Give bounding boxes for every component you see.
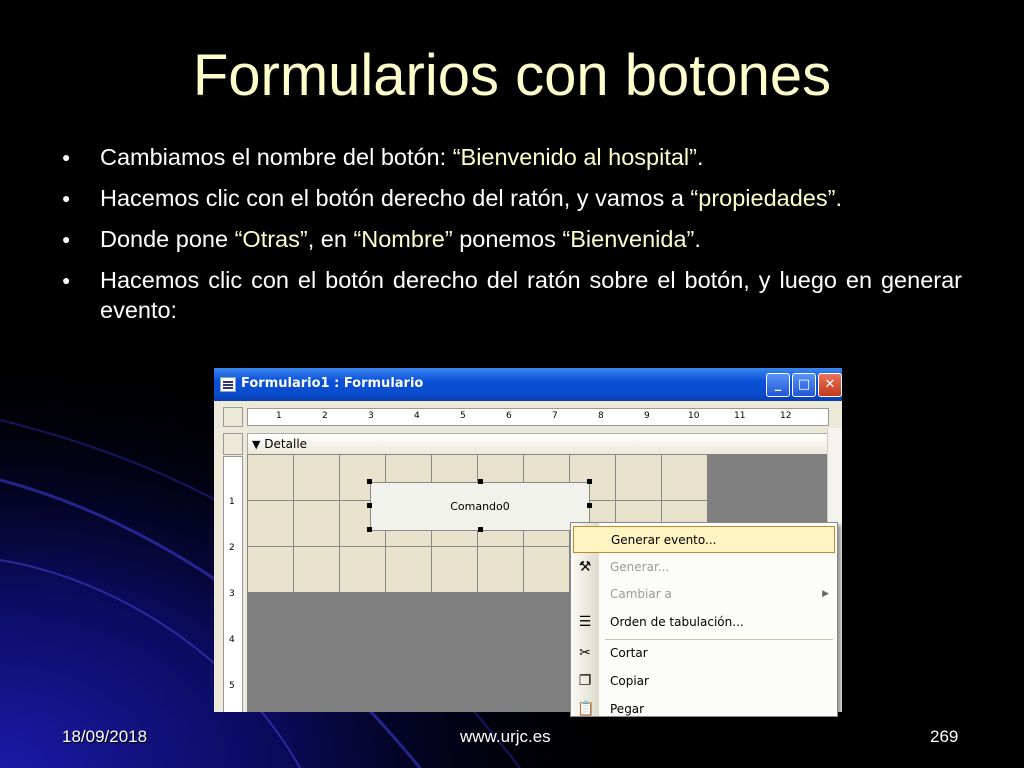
ruler-tick: 11 [734, 411, 746, 421]
ruler-corner[interactable] [223, 407, 243, 427]
bullet-text: Cambiamos el nombre del botón: [100, 144, 453, 170]
section-header-detalle[interactable] [247, 433, 829, 455]
slide-title: Formularios con botones [192, 43, 832, 108]
bullet-quote: “Bienvenido al hospital” [452, 144, 697, 170]
bullet-quote: “Otras” [234, 226, 308, 252]
ruler-tick: 1 [276, 411, 282, 421]
ruler-tick: 7 [552, 411, 558, 421]
bullet-text: Hacemos clic con el botón derecho del ratón, y vamos a [100, 185, 691, 211]
ruler-tick: 9 [644, 411, 650, 421]
bullet-text: Hacemos clic con el botón derecho del ratón sobre el botón, y luego en generar evento: [100, 267, 962, 323]
minimize-button[interactable]: _ [766, 373, 790, 397]
bullet-text: . [835, 185, 842, 211]
resize-handle[interactable] [587, 479, 592, 484]
menu-item-generar[interactable] [571, 554, 837, 581]
submenu-arrow-icon: ▶ [822, 589, 829, 599]
ruler-tick: 4 [229, 635, 235, 645]
resize-handle[interactable] [478, 479, 483, 484]
scissors-icon: ✂ [579, 645, 591, 661]
menu-item-cambiar-a[interactable] [571, 581, 837, 608]
bullet-text: ponemos [452, 226, 563, 252]
ruler-tick: 1 [229, 497, 235, 507]
builder-icon: ⚒ [578, 559, 592, 575]
vertical-ruler [223, 456, 243, 712]
bullet-list [62, 142, 962, 336]
ruler-tick: 5 [229, 681, 235, 691]
menu-item-label: Orden de tabulación... [610, 615, 744, 629]
menu-item-label: Pegar [610, 702, 645, 716]
ruler-tick: 8 [598, 411, 604, 421]
menu-item-pegar[interactable] [571, 696, 837, 717]
bullet-quote: “Nombre” [353, 226, 453, 252]
menu-item-label: Cambiar a [610, 587, 672, 601]
command-button-control[interactable]: Comando0 [370, 482, 590, 531]
menu-item-generar-evento[interactable] [573, 526, 835, 553]
bullet-1 [62, 142, 962, 172]
resize-handle[interactable] [367, 479, 372, 484]
ruler-tick: 3 [229, 589, 235, 599]
bullet-text: . [696, 144, 704, 170]
paste-icon: 📋 [577, 701, 595, 717]
bullet-quote: “Bienvenida” [562, 226, 695, 252]
footer-date: 18/09/2018 [62, 727, 148, 746]
section-label: Detalle [264, 437, 308, 451]
menu-item-cortar[interactable] [571, 640, 837, 667]
bullet-text: . [694, 226, 701, 252]
menu-item-label: Cortar [610, 646, 648, 660]
horizontal-ruler [247, 408, 829, 426]
resize-handle[interactable] [367, 503, 372, 508]
section-selector[interactable] [223, 433, 243, 455]
title-bar[interactable] [214, 368, 842, 401]
ruler-tick: 12 [780, 411, 792, 421]
menu-item-label: Copiar [610, 674, 649, 688]
footer-page-number: 269 [930, 727, 959, 746]
form-icon [220, 377, 236, 392]
menu-item-label: Generar... [610, 560, 670, 574]
ruler-tick: 4 [414, 411, 420, 421]
close-button[interactable]: ✕ [818, 373, 842, 397]
tab-order-icon: ☰ [578, 614, 592, 630]
ruler-tick: 6 [506, 411, 512, 421]
menu-item-orden-tabulacion[interactable] [571, 609, 837, 636]
menu-item-label: Generar evento... [611, 533, 717, 547]
ruler-tick: 3 [368, 411, 374, 421]
resize-handle[interactable] [367, 527, 372, 532]
menu-item-copiar[interactable] [571, 668, 837, 695]
bullet-3 [62, 224, 962, 254]
resize-handle[interactable] [587, 503, 592, 508]
ruler-tick: 2 [322, 411, 328, 421]
context-menu [570, 522, 838, 717]
ruler-tick: 10 [688, 411, 700, 421]
window-title: Formulario1 : Formulario [241, 376, 424, 391]
copy-icon: ❐ [578, 673, 592, 689]
bullet-2 [62, 183, 962, 213]
bullet-text: Donde pone [100, 226, 235, 252]
maximize-button[interactable]: □ [792, 373, 816, 397]
resize-handle[interactable] [478, 527, 483, 532]
bullet-4 [62, 265, 962, 325]
bullet-text: , en [307, 226, 354, 252]
ruler-tick: 2 [229, 543, 235, 553]
bullet-quote: “propiedades” [690, 185, 836, 211]
footer-site: www.urjc.es [460, 727, 551, 746]
ruler-tick: 5 [460, 411, 466, 421]
down-arrow-icon: ▼ [252, 438, 261, 451]
